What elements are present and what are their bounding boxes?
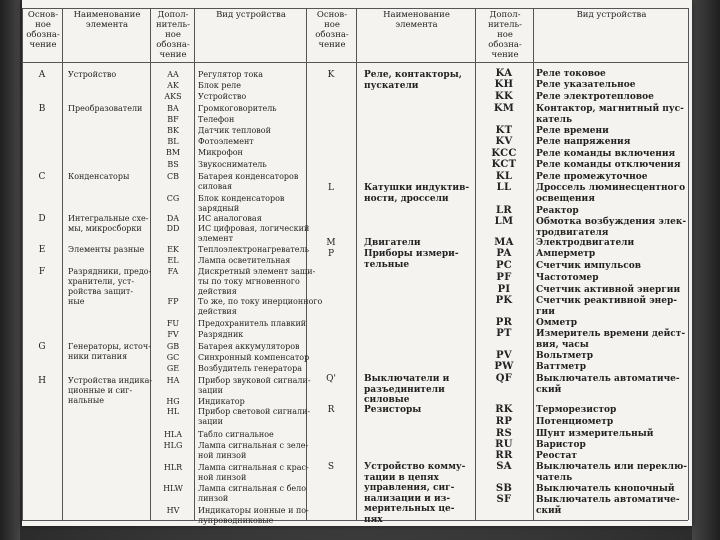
device-desc: Реактор <box>536 206 579 216</box>
code-cell: KL <box>495 171 513 182</box>
code-cell: MA <box>494 237 514 248</box>
code-cell: SF <box>496 494 512 505</box>
device-desc: Реле токовое <box>536 69 606 79</box>
code-cell: BS <box>167 160 179 169</box>
code-cell: FA <box>167 267 179 276</box>
code-cell: BF <box>167 115 179 124</box>
group-letter: G <box>38 342 46 352</box>
code-cell: BL <box>167 137 179 146</box>
header-basic-designation: Основ- ное обозна- чение <box>26 10 60 50</box>
device-desc: Теплоэлектронагреватель <box>198 245 309 254</box>
code-cell: AA <box>167 70 179 79</box>
device-desc: Счетчик активной энергии <box>536 285 681 295</box>
device-desc: Дискретный элемент защи- ты по току мгновенного действия <box>198 267 316 296</box>
code-cell: LL <box>496 182 512 193</box>
code-cell: CB <box>167 172 179 181</box>
device-desc: Ваттметр <box>536 362 587 372</box>
group-name: Резисторы <box>364 405 422 415</box>
device-desc: Разрядник <box>198 330 244 339</box>
header-element-name: Наименование элемента <box>73 10 141 30</box>
code-cell: LR <box>496 205 512 216</box>
device-desc: Выключатель автоматиче- ский <box>536 495 680 516</box>
device-desc: Лампа осветительная <box>198 256 291 265</box>
group-letter: Q' <box>326 374 336 384</box>
column-rule <box>62 8 63 520</box>
device-desc: Дроссель люминесцентного освещения <box>536 183 686 204</box>
header-basic-designation-2: Основ- ное обозна- чение <box>315 10 349 50</box>
device-desc: Табло сигнальное <box>198 430 274 439</box>
device-desc: То же, по току инерционного действия <box>198 297 323 316</box>
device-desc: ИС аналоговая <box>198 214 262 223</box>
code-cell: RR <box>495 450 513 461</box>
code-cell: EK <box>167 245 179 254</box>
code-cell: HV <box>166 506 180 515</box>
column-rule <box>356 8 357 520</box>
device-desc: Регулятор тока <box>198 70 264 79</box>
device-desc: Прибор световой сигнали- зации <box>198 407 311 426</box>
code-cell: RU <box>495 439 513 450</box>
code-cell: KM <box>493 103 515 114</box>
code-cell: PK <box>495 295 513 306</box>
device-desc: Амперметр <box>536 249 596 259</box>
code-cell: AKS <box>164 92 182 101</box>
group-name: Катушки индуктив- ности, дроссели <box>364 183 470 204</box>
header-additional-designation: Допол- нитель- ное обозна- чение <box>156 10 190 60</box>
code-cell: PW <box>494 361 514 372</box>
code-cell: RS <box>495 428 513 439</box>
group-name: Устройство комму- тации в цепях управления, сиг- нализации и из- мерительных це- пях <box>364 462 466 525</box>
group-letter: L <box>328 183 334 193</box>
group-name: Устройства индика- ционные и сиг- нальные <box>68 376 153 405</box>
code-cell: HG <box>166 397 180 406</box>
group-letter: R <box>327 405 335 415</box>
header-rule <box>22 62 688 63</box>
code-cell: HL <box>166 407 180 416</box>
code-cell: BK <box>167 126 179 135</box>
left-frame-shadow <box>0 0 20 540</box>
device-desc: Электродвигатели <box>536 238 635 248</box>
group-name: Элементы разные <box>68 245 145 254</box>
device-desc: Реле напряжения <box>536 137 631 147</box>
group-letter: D <box>38 214 46 224</box>
group-letter: P <box>327 249 335 259</box>
group-name: Реле, контакторы, пускатели <box>364 70 462 91</box>
device-desc: Реле команды отключения <box>536 160 681 170</box>
code-cell: PF <box>496 272 512 283</box>
code-cell: QF <box>495 373 513 384</box>
device-desc: Устройство <box>198 92 247 101</box>
code-cell: KCT <box>491 159 517 170</box>
device-desc: Выключатель или переклю- чатель <box>536 462 687 483</box>
group-name: Двигатели <box>364 238 421 248</box>
group-name: Приборы измери- тельные <box>364 249 459 270</box>
device-desc: Шунт измерительный <box>536 429 654 439</box>
code-cell: LM <box>494 216 514 227</box>
device-desc: Блок реле <box>198 81 241 90</box>
group-letter: B <box>38 104 46 114</box>
document-page <box>22 0 692 526</box>
device-desc: Выключатель автоматиче- ский <box>536 374 680 395</box>
code-cell: GE <box>166 364 180 373</box>
code-cell: KCC <box>491 148 517 159</box>
group-letter: C <box>38 172 46 182</box>
code-cell: PV <box>496 350 512 361</box>
header-element-name-2: Наименование элемента <box>383 10 450 30</box>
code-cell: KK <box>495 91 513 102</box>
code-cell: BA <box>167 104 179 113</box>
code-cell: DD <box>166 224 180 233</box>
code-cell: GB <box>166 342 180 351</box>
code-cell: KV <box>495 136 513 147</box>
group-name: Генераторы, источ- ники питания <box>68 342 151 361</box>
device-desc: Счетчик реактивной энер- гии <box>536 296 678 317</box>
table-bottom-rule <box>22 520 688 521</box>
table-border <box>688 8 689 520</box>
table-top-rule <box>22 8 688 9</box>
code-cell: BM <box>165 148 181 157</box>
code-cell: KA <box>495 68 513 79</box>
group-name: Интегральные схе- мы, микросборки <box>68 214 149 233</box>
device-desc: Громкоговоритель <box>198 104 277 113</box>
group-letter: S <box>327 462 335 472</box>
device-desc: Потенциометр <box>536 417 614 427</box>
device-desc: Индикатор <box>198 397 245 406</box>
device-desc: ИС цифровая, логический элемент <box>198 224 310 243</box>
device-desc: Лампа сигнальная с зеле- ной линзой <box>198 441 309 460</box>
device-desc: Реле электротепловое <box>536 92 654 102</box>
device-desc: Реостат <box>536 451 577 461</box>
device-desc: Батарея конденсаторов силовая <box>198 172 299 191</box>
code-cell: FV <box>167 330 179 339</box>
group-name: Разрядники, предо- хранители, уст- ройства защит- ные <box>68 267 152 306</box>
code-cell: HA <box>166 376 180 385</box>
device-desc: Лампа сигнальная с крас- ной линзой <box>198 463 309 482</box>
group-letter: F <box>38 267 46 277</box>
header-device-type: Вид устройства <box>216 10 286 20</box>
device-desc: Возбудитель генератора <box>198 364 302 373</box>
device-desc: Предохранитель плавкий <box>198 319 307 328</box>
code-cell: GC <box>166 353 180 362</box>
table-border <box>22 8 23 520</box>
device-desc: Лампа сигнальная с бело линзой <box>198 484 307 503</box>
header-additional-designation-2: Допол- нитель- ное обозна- чение <box>488 10 522 60</box>
device-desc: Обмотка возбуждения элек- тродвигателя <box>536 217 687 238</box>
code-cell: HLR <box>163 463 183 472</box>
code-cell: HLA <box>163 430 183 439</box>
group-letter: K <box>327 70 335 80</box>
device-desc: Вольтметр <box>536 351 594 361</box>
device-desc: Синхронный компенсатор <box>198 353 310 362</box>
code-cell: SA <box>496 461 512 472</box>
code-cell: FU <box>166 319 180 328</box>
device-desc: Фотоэлемент <box>198 137 254 146</box>
group-letter: H <box>38 376 46 386</box>
device-desc: Омметр <box>536 318 578 328</box>
code-cell: FP <box>167 297 179 306</box>
header-device-type-2: Вид устройства <box>576 10 647 20</box>
device-desc: Варистор <box>536 440 586 450</box>
code-cell: PC <box>495 260 513 271</box>
device-desc: Реле времени <box>536 126 609 136</box>
device-desc: Выключатель кнопочный <box>536 484 675 494</box>
code-cell: EL <box>167 256 179 265</box>
code-cell: SB <box>495 483 513 494</box>
group-name: Выключатели и разъединители силовые <box>364 374 450 405</box>
device-desc: Измеритель времени дейст- вия, часы <box>536 329 686 350</box>
code-cell: RK <box>495 404 513 415</box>
group-name: Конденсаторы <box>68 172 130 181</box>
device-desc: Прибор звуковой сигнали- зации <box>198 376 311 395</box>
code-cell: AK <box>167 81 179 90</box>
device-desc: Реле указательное <box>536 80 636 90</box>
group-name: Преобразователи <box>68 104 143 113</box>
code-cell: HLG <box>163 441 183 450</box>
code-cell: DA <box>166 214 180 223</box>
right-frame-shadow <box>692 0 720 540</box>
code-cell: PA <box>496 248 512 259</box>
device-desc: Батарея аккумуляторов <box>198 342 300 351</box>
device-desc: Реле команды включения <box>536 149 676 159</box>
device-desc: Контактор, магнитный пус- катель <box>536 104 684 125</box>
device-desc: Индикаторы ионные и по- лупроводниковые <box>198 506 309 525</box>
code-cell: HLW <box>163 484 183 493</box>
code-cell: KH <box>494 79 514 90</box>
code-cell: PI <box>497 284 511 295</box>
device-desc: Звукосниматель <box>198 160 267 169</box>
code-cell: CG <box>166 194 180 203</box>
group-letter: E <box>38 245 46 255</box>
device-desc: Микрофон <box>198 148 243 157</box>
device-desc: Частотомер <box>536 273 599 283</box>
device-desc: Реле промежуточное <box>536 172 648 182</box>
code-cell: KT <box>495 125 513 136</box>
group-name: Устройство <box>68 70 117 79</box>
device-desc: Телефон <box>198 115 235 124</box>
device-desc: Блок конденсаторов зарядный <box>198 194 285 213</box>
group-letter: M <box>326 238 336 248</box>
device-desc: Датчик тепловой <box>198 126 271 135</box>
code-cell: PT <box>496 328 512 339</box>
code-cell: RP <box>495 416 513 427</box>
device-desc: Терморезистор <box>536 405 617 415</box>
code-cell: PR <box>495 317 513 328</box>
group-letter: A <box>38 70 46 80</box>
device-desc: Счетчик импульсов <box>536 261 641 271</box>
